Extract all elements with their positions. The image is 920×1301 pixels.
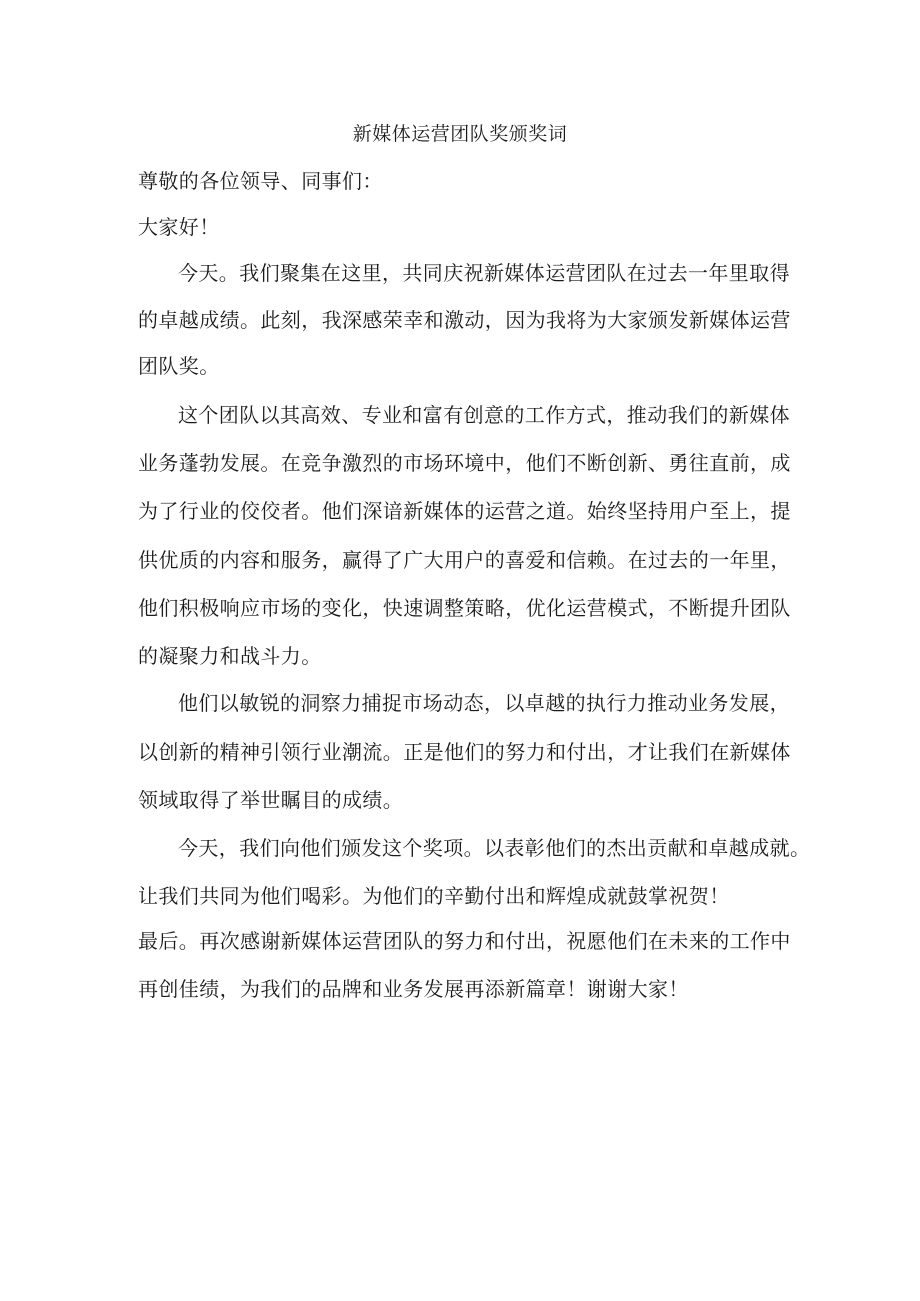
greeting-line: 大家好！ [138, 215, 220, 239]
paragraph-1-line-2: 的卓越成绩。此刻，我深感荣幸和激动，因为我将为大家颁发新媒体运营 [138, 308, 791, 332]
closing-line-1: 最后。再次感谢新媒体运营团队的努力和付出，祝愿他们在未来的工作中 [138, 929, 791, 953]
paragraph-4-line-2: 让我们共同为他们喝彩。为他们的辛勤付出和辉煌成就鼓掌祝贺！ [138, 884, 730, 908]
paragraph-2-line-6: 的凝聚力和战斗力。 [138, 644, 322, 668]
paragraph-3-line-3: 领域取得了举世瞩目的成绩。 [138, 788, 404, 812]
paragraph-3-line-2: 以创新的精神引领行业潮流。正是他们的努力和付出，才让我们在新媒体 [138, 740, 791, 764]
paragraph-2-line-3: 为了行业的佼佼者。他们深谙新媒体的运营之道。始终坚持用户至上，提 [138, 499, 791, 523]
paragraph-2-line-1: 这个团队以其高效、专业和富有创意的工作方式，推动我们的新媒体 [178, 403, 790, 427]
paragraph-2-line-5: 他们积极响应市场的变化，快速调整策略，优化运营模式，不断提升团队 [138, 596, 791, 620]
paragraph-4-line-1: 今天，我们向他们颁发这个奖项。以表彰他们的杰出贡献和卓越成就。 [178, 836, 811, 860]
paragraph-2-line-4: 供优质的内容和服务，赢得了广大用户的喜爱和信赖。在过去的一年里， [138, 548, 791, 572]
paragraph-1-line-3: 团队奖。 [138, 354, 220, 378]
document-title: 新媒体运营团队奖颁奖词 [352, 123, 568, 145]
paragraph-3-line-1: 他们以敏锐的洞察力捕捉市场动态，以卓越的执行力推动业务发展， [178, 691, 790, 715]
closing-line-2: 再创佳绩，为我们的品牌和业务发展再添新篇章！谢谢大家！ [138, 977, 689, 1001]
paragraph-1-line-1: 今天。我们聚集在这里，共同庆祝新媒体运营团队在过去一年里取得 [178, 261, 790, 285]
salutation-line: 尊敬的各位领导、同事们： [138, 169, 383, 193]
paragraph-2-line-2: 业务蓬勃发展。在竞争激烈的市场环境中，他们不断创新、勇往直前，成 [138, 451, 791, 475]
